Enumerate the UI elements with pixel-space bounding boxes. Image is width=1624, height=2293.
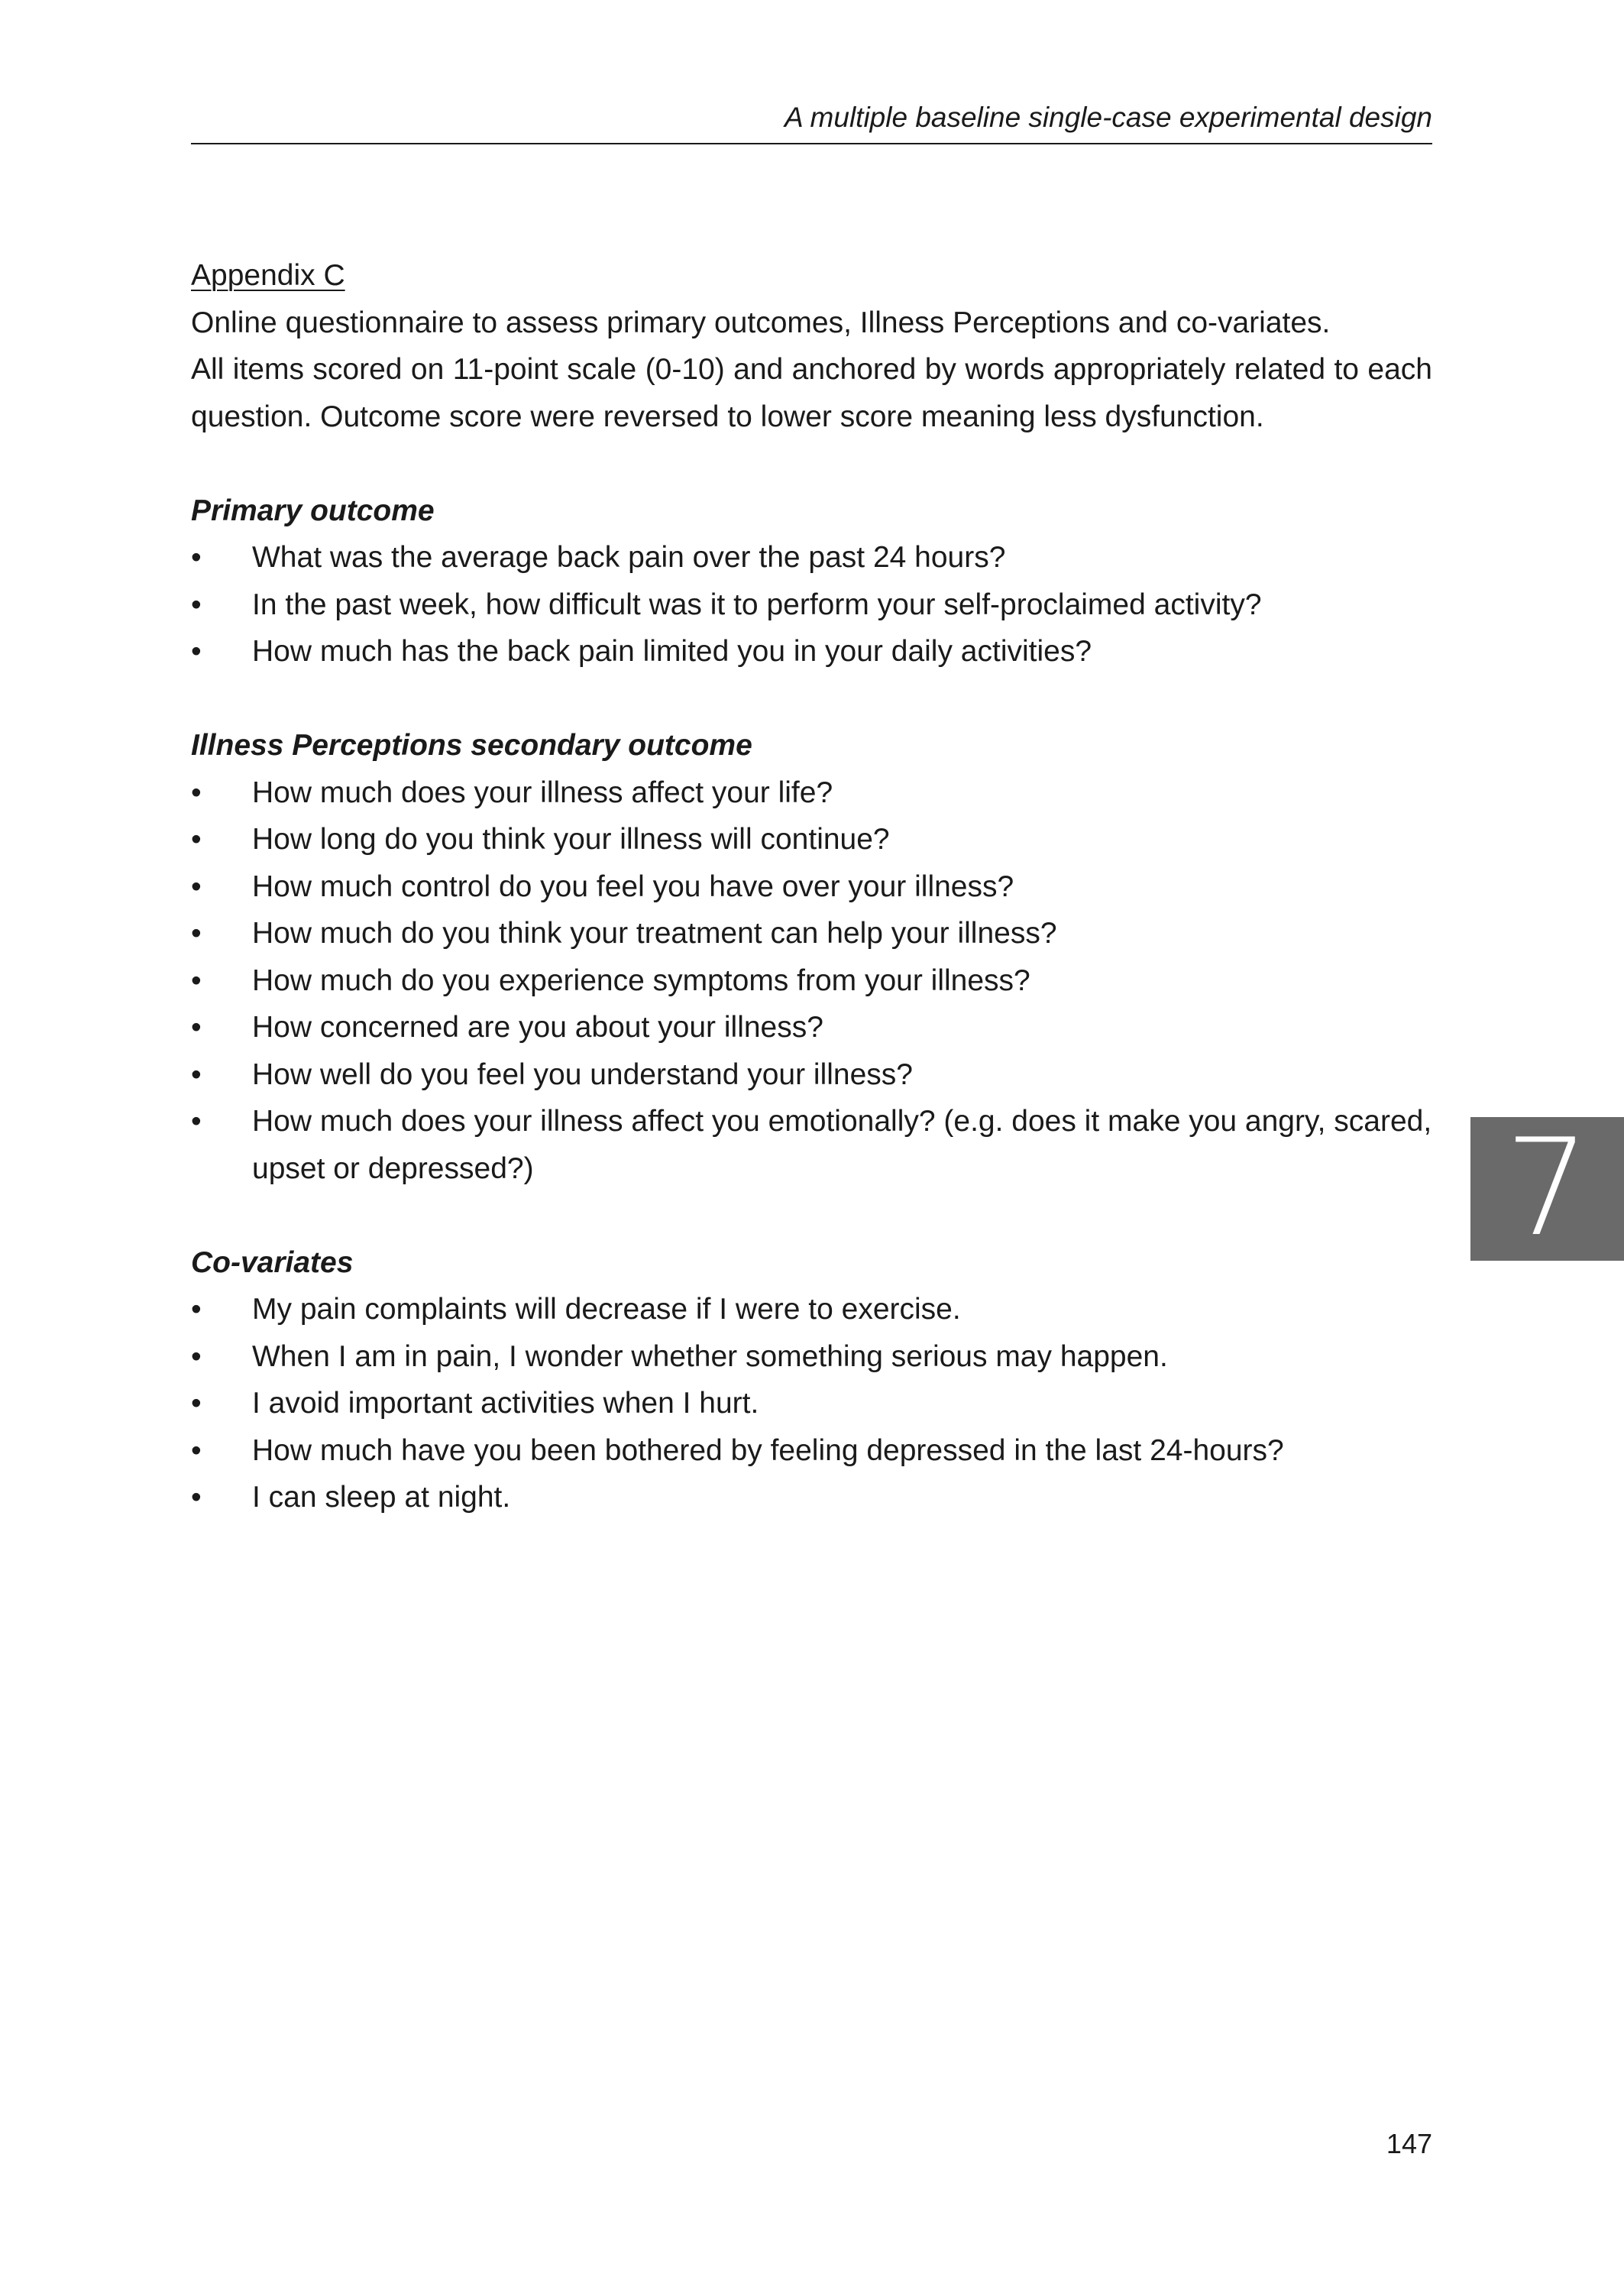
list-item: [191, 769, 1432, 817]
section-heading: Primary outcome: [191, 494, 435, 527]
bullet-icon: •: [191, 870, 202, 903]
list-item: [191, 816, 1432, 863]
bullet-icon: •: [191, 1433, 202, 1467]
bullet-icon: •: [191, 1105, 202, 1138]
question-text: What was the average back pain over the past 24 hours?: [252, 541, 1006, 574]
section-heading: Co-variates: [191, 1245, 354, 1279]
question-text: How much has the back pain limited you in your daily activities?: [252, 635, 1092, 668]
question-text: How much do you experience symptoms from your illness?: [252, 964, 1030, 997]
bullet-icon: •: [191, 1387, 202, 1420]
list-item: [191, 1333, 1432, 1381]
bullet-icon: •: [191, 1011, 202, 1044]
appendix-label: Appendix C: [191, 259, 345, 292]
spacer: [191, 675, 1432, 723]
list-item: [191, 581, 1432, 629]
question-text: How much does your illness affect your life?: [252, 776, 833, 809]
question-text: How concerned are you about your illness?: [252, 1011, 823, 1044]
section-heading: Illness Perceptions secondary outcome: [191, 729, 752, 762]
bullet-icon: •: [191, 823, 202, 856]
page-body: [191, 252, 1432, 1521]
list-item: [191, 1004, 1432, 1051]
bullet-icon: •: [191, 1293, 202, 1326]
list-item: [191, 1098, 1432, 1192]
spacer: [191, 440, 1432, 487]
section-illness-perceptions: [191, 722, 1432, 1192]
list-item: [191, 1474, 1432, 1521]
bullet-icon: •: [191, 541, 202, 574]
question-text: When I am in pain, I wonder whether something serious may happen.: [252, 1339, 1168, 1373]
bullet-icon: •: [191, 1339, 202, 1373]
list-item: [191, 1051, 1432, 1099]
question-text: In the past week, how difficult was it to perform your self-proclaimed activity?: [252, 588, 1262, 621]
question-text: I avoid important activities when I hurt.: [252, 1387, 759, 1420]
question-list: [191, 769, 1432, 1193]
question-text: How long do you think your illness will continue?: [252, 823, 890, 856]
spacer: [191, 1192, 1432, 1239]
bullet-icon: •: [191, 1057, 202, 1091]
bullet-icon: •: [191, 917, 202, 950]
list-item: [191, 1286, 1432, 1333]
chapter-tab: 7: [1470, 1117, 1624, 1261]
bullet-icon: •: [191, 1481, 202, 1514]
list-item: [191, 1380, 1432, 1427]
running-header: A multiple baseline single-case experimental design: [784, 102, 1432, 133]
list-item: [191, 863, 1432, 911]
header-rule: [191, 143, 1432, 144]
question-text: How much do you think your treatment can help your illness?: [252, 917, 1057, 950]
section-primary-outcome: [191, 487, 1432, 675]
question-list: [191, 534, 1432, 675]
question-text: I can sleep at night.: [252, 1481, 511, 1514]
section-co-variates: [191, 1239, 1432, 1521]
question-text: How much does your illness affect you emotionally? (e.g. does it make you angry, scared, upset or depressed?): [252, 1105, 1432, 1185]
question-list: [191, 1286, 1432, 1521]
appendix-description: All items scored on 11-point scale (0-10) and anchored by words appropriately related to each question. Outcome score were reversed to lower score meaning less dysfunction.: [191, 353, 1432, 433]
bullet-icon: •: [191, 588, 202, 621]
question-text: My pain complaints will decrease if I were to exercise.: [252, 1293, 961, 1326]
bullet-icon: •: [191, 776, 202, 809]
page-number: 147: [1386, 2128, 1432, 2159]
question-text: How well do you feel you understand your illness?: [252, 1057, 913, 1091]
bullet-icon: •: [191, 635, 202, 668]
question-text: How much control do you feel you have over your illness?: [252, 870, 1014, 903]
list-item: [191, 1427, 1432, 1475]
appendix-intro: Online questionnaire to assess primary outcomes, Illness Perceptions and co-variates.: [191, 306, 1331, 339]
list-item: [191, 957, 1432, 1005]
list-item: [191, 534, 1432, 581]
question-text: How much have you been bothered by feeling depressed in the last 24-hours?: [252, 1433, 1284, 1467]
list-item: [191, 628, 1432, 675]
list-item: [191, 910, 1432, 957]
bullet-icon: •: [191, 964, 202, 997]
